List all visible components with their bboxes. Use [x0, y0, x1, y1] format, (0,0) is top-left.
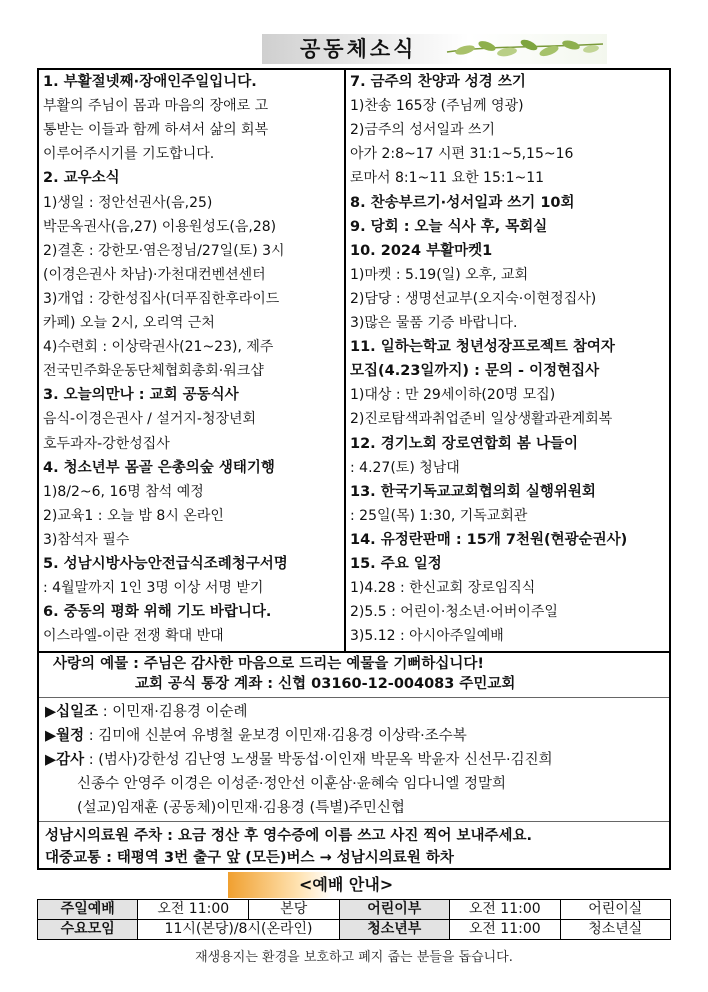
news-line: 3)개업 : 강한성집사(더푸짐한후라이드: [43, 290, 280, 307]
news-line: 전국민주화운동단체협회총회·워크샵: [43, 363, 264, 380]
service-cell: 어린이실: [560, 900, 670, 920]
offering-line1: 사랑의 예물 : 주님은 감사한 마음으로 드리는 예물을 기뻐하십니다!: [53, 656, 484, 672]
news-line: 로마서 8:1~11 요한 15:1~11: [350, 170, 545, 187]
news-line: 1)8/2~6, 16명 참석 예정: [43, 483, 204, 500]
news-frame: [37, 68, 671, 653]
news-line: 3)5.12 : 아시아주일예배: [350, 628, 504, 645]
section-heading: 9. 당회 : 오늘 식사 후, 목회실: [350, 218, 548, 235]
news-line: 2)금주의 성서일과 쓰기: [350, 122, 495, 139]
offering-account: 교회 공식 통장 계좌 : 신협 03160-12-004083 주민교회: [135, 676, 516, 692]
service-cell: 청소년실: [560, 920, 670, 940]
monthly-label: ▶월정: [45, 728, 85, 744]
page-title: 공동체소식: [300, 37, 417, 61]
leaf-decoration-icon: [445, 36, 605, 62]
news-line: 통받는 이들과 함께 하셔서 삶의 회복: [43, 122, 269, 139]
table-row: [38, 920, 671, 940]
tithe-line: [45, 701, 248, 723]
section-heading: 7. 금주의 찬양과 성경 쓰기: [350, 74, 526, 90]
section-heading: 모집(4.23일까지) : 문의 - 이정현집사: [350, 363, 600, 380]
tithe-label: ▶십일조: [45, 704, 99, 720]
news-line: 호두과자-강한성집사: [43, 435, 170, 452]
monthly-names: : 김미애 신분여 유병철 윤보경 이민재·김용경 이상락·조수복: [84, 728, 467, 744]
notice-separator: [39, 821, 669, 822]
news-line: 2)5.5 : 어린이·청소년·어버이주일: [350, 604, 558, 621]
monthly-line: [45, 725, 467, 747]
service-cell: 수요모임: [38, 920, 138, 940]
tithe-names: : 이민재·김용경 이순례: [98, 704, 248, 720]
section-heading: 13. 한국기독교교회협의회 실행위원회: [350, 483, 596, 500]
service-cell: 본당: [249, 900, 340, 920]
section-heading: 12. 경기노회 장로연합회 봄 나들이: [350, 435, 578, 452]
news-line: 박문옥권사(음,27) 이용원성도(음,28): [43, 218, 277, 235]
service-cell: 어린이부: [339, 900, 449, 920]
news-line: 2)담당 : 생명선교부(오지숙·이현정집사): [350, 290, 597, 307]
parking-notice: 성남시의료원 주차 : 요금 정산 후 영수증에 이름 쓰고 사진 찍어 보내주세요.: [45, 828, 533, 844]
news-line: 이루어주시기를 기도합니다.: [43, 146, 215, 163]
thanks-names-3: (설교)임재훈 (공동체)이민재·김용경 (특별)주민신협: [77, 800, 405, 816]
section-heading: 11. 일하는학교 청년성장프로젝트 참여자: [350, 339, 615, 356]
news-line: 이스라엘-이란 전쟁 확대 반대: [43, 628, 224, 645]
news-line: (이경은권사 차남)·가천대컨벤션센터: [43, 266, 266, 283]
section-heading: 2. 교우소식: [43, 170, 120, 187]
news-line: 3)참석자 필수: [43, 531, 130, 548]
table-row: [38, 900, 671, 920]
news-line: 부활의 주님이 몸과 마음의 장애로 고: [43, 98, 269, 115]
section-heading: 3. 오늘의만나 : 교회 공동식사: [43, 387, 239, 404]
offering-box: [37, 651, 671, 870]
section-heading: 6. 중동의 평화 위해 기도 바랍니다.: [43, 604, 272, 621]
thanks-names: : (범사)강한성 김난영 노생물 박동섭·이인재 박문옥 박윤자 신선무·김진희: [84, 752, 553, 768]
section-heading: 1. 부활절넷째·장애인주일입니다.: [43, 74, 257, 90]
offering-separator: [39, 697, 669, 698]
service-cell: 11시(본당)/8시(온라인): [138, 920, 339, 940]
news-line: 1)생일 : 정안선권사(음,25): [43, 194, 213, 211]
news-line: 카페) 오늘 2시, 오리역 근처: [43, 315, 215, 331]
section-heading: 14. 유정란판매 : 15개 7천원(현광순권사): [350, 531, 628, 548]
news-line: : 4월말까지 1인 3명 이상 서명 받기: [43, 580, 264, 597]
thanks-names-2: 신종수 안영주 이경은 이성준·정안선 이훈삼·윤혜숙 임다니엘 정말희: [77, 776, 507, 792]
news-line: 음식-이경은권사 / 설거지-청장년회: [43, 411, 257, 428]
service-cell: 청소년부: [339, 920, 449, 940]
news-line: 1)4.28 : 한신교회 장로임직식: [350, 580, 536, 597]
news-line: 2)교육1 : 오늘 밤 8시 온라인: [43, 507, 224, 524]
section-heading: 10. 2024 부활마켓1: [350, 242, 493, 259]
news-line: 아가 2:8~17 시편 31:1~5,15~16: [350, 146, 574, 163]
news-line: : 25일(목) 1:30, 기독교회관: [350, 507, 528, 524]
news-line: 1)마켓 : 5.19(일) 오후, 교회: [350, 266, 529, 283]
news-line: 1)대상 : 만 29세이하(20명 모집): [350, 387, 556, 404]
section-heading: 8. 찬송부르기·성서일과 쓰기 10회: [350, 194, 575, 211]
news-line: : 4.27(토) 청남대: [350, 459, 460, 476]
news-line: 1)찬송 165장 (주님께 영광): [350, 98, 524, 115]
section-heading: 4. 청소년부 몸골 은총의숲 생태기행: [43, 459, 275, 476]
service-cell: 주일예배: [38, 900, 138, 920]
section-heading: 15. 주요 일정: [350, 556, 442, 572]
service-cell: 오전 11:00: [449, 900, 560, 920]
thanks-label: ▶감사: [45, 752, 85, 768]
news-line: 4)수련회 : 이상락권사(21~23), 제주: [43, 339, 274, 356]
transit-notice: 대중교통 : 태평역 3번 출구 앞 (모든)버스 → 성남시의료원 하차: [45, 850, 454, 866]
service-cell: 오전 11:00: [449, 920, 560, 940]
footer-note: 재생용지는 환경을 보호하고 폐지 줍는 분들을 돕습니다.: [195, 950, 513, 965]
news-line: 3)많은 물품 기증 바랍니다.: [350, 315, 518, 331]
thanks-line: [45, 749, 553, 771]
service-cell: 오전 11:00: [138, 900, 249, 920]
news-line: 2)진로탐색과취업준비 일상생활과관계회복: [350, 411, 613, 428]
news-line: 2)결혼 : 강한모·염은정님/27일(토) 3시: [43, 242, 285, 259]
service-table: [37, 899, 671, 940]
service-title: <예배 안내>: [299, 875, 394, 894]
section-heading: 5. 성남시방사능안전급식조례청구서명: [43, 556, 288, 572]
